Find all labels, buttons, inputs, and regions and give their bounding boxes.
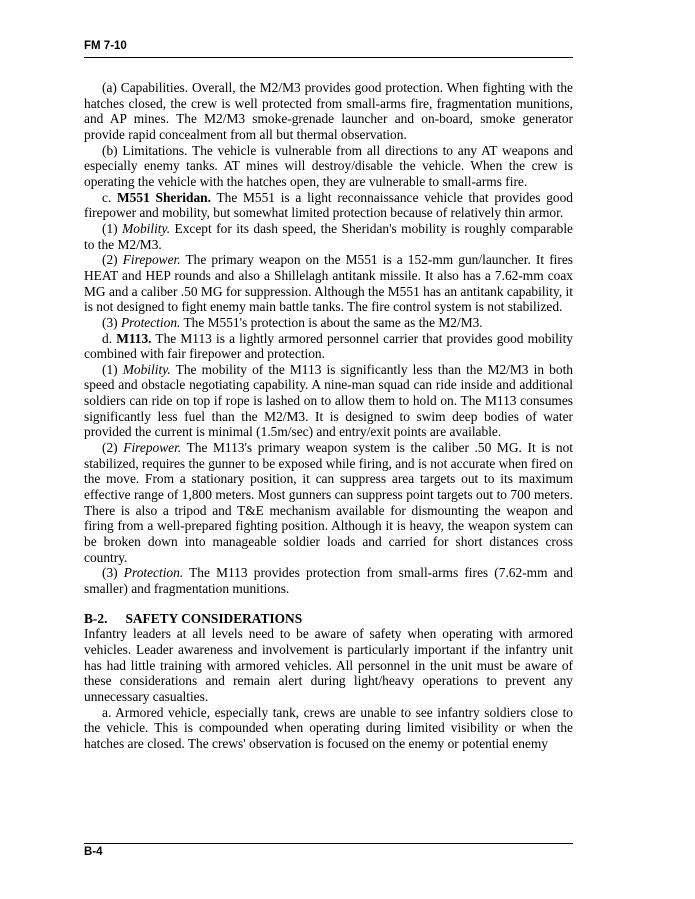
paragraph-m113-intro (84, 331, 573, 362)
paragraph-term: Protection. (120, 314, 181, 330)
section-title: SAFETY CONSIDERATIONS (125, 610, 303, 626)
paragraph-text: The M551's protection is about the same as the M2/M3. (180, 314, 483, 330)
paragraph-num: (2) (102, 252, 118, 268)
paragraph-safety-intro: Infantry leaders at all levels need to be aware of safety when operating with armored vehicles. Leader awareness and involvement is particularly important if the infantry unit has had little training with armored vehicles. All personnel in the unit must be aware of these considerations and remain alert during light/heavy operations to prevent any unnecessary casualties. (84, 626, 573, 704)
paragraph-lead: (a) Capabilities. (102, 80, 189, 95)
subsection-title: M113. (116, 330, 152, 346)
paragraph-text: The primary weapon on the M551 is a 152-mm gun/launcher. It fires HEAT and HEP rounds and also a Shillelagh antitank missile. It also has a 7.62-mm coax MG and a caliber .50 MG for suppression. Although the M551 has an antitank capability, it is not designed to fight enemy main battle tanks. The fire control system is not stabilized. (84, 252, 573, 315)
paragraph-marker: a. (102, 704, 112, 720)
paragraph-lead: (b) Limitations. (102, 142, 188, 158)
paragraph-text: The M551 is a light reconnaissance vehicle that provides good firepower and mobility, but somewhat limited protection because of relatively thin armor. (84, 189, 573, 221)
paragraph-term: Protection. (123, 565, 184, 581)
paragraph-num: (1) (102, 220, 118, 236)
paragraph-text: The M113's primary weapon system is the caliber .50 MG. It is not stabilized, requires the gunner to be exposed while firing, and is not accurate when fired on the move. From a stationary position, it can suppress area targets out to its maximum effective range of 1,800 meters. Most gunners can suppress point targets out to 700 meters. There is also a tripod and T&E mechanism available for dismounting the weapon and firing from a well-prepared fighting position. Although it is heavy, the weapon system can be broken down into manageable soldier loads and carried for short distances cross country. (84, 440, 573, 565)
running-header: FM 7-10 (84, 40, 127, 52)
paragraph-term: Firepower. (123, 440, 182, 456)
header-rule (84, 57, 573, 58)
section-heading (84, 597, 573, 627)
section-number: B-2. (84, 610, 108, 626)
paragraph-safety-a (84, 705, 573, 752)
paragraph-m113-firepower (84, 440, 573, 565)
paragraph-text: The vehicle is vulnerable from all directions to any AT weapons and especially enemy tanks. AT mines will destroy/disable the vehicle. When the crew is operating the vehicle with the hatches open, they are vulnerable to small-arms fire. (84, 142, 573, 189)
paragraph-num: (1) (102, 361, 118, 377)
paragraph-num: (3) (102, 314, 118, 330)
paragraph-m551-firepower (84, 252, 573, 315)
page-number: B-4 (84, 846, 103, 858)
paragraph-num: (2) (102, 440, 118, 456)
paragraph-text: Except for its dash speed, the Sheridan's mobility is roughly comparable to the M2/M3. (84, 220, 573, 252)
paragraph-text: Overall, the M2/M3 provides good protection. When fighting with the hatches closed, the crew is well protected from small-arms fire, fragmentation munitions, and AP mines. The M2/M3 smoke-grenade launcher and on-board, smoke generator provide rapid concealment from all but thermal observation. (84, 80, 573, 142)
subsection-title: M551 Sheridan. (117, 189, 211, 205)
paragraph-marker: c. (102, 189, 112, 205)
paragraph-m113-protection (84, 565, 573, 596)
paragraph-capabilities (84, 80, 573, 143)
paragraph-text: The mobility of the M113 is significantly less than the M2/M3 in both speed and obstacle negotiating capability. A nine-man squad can ride inside and additional soldiers can ride on top if rope is lashed on to allow them to hold on. The M113 consumes significantly less fuel than the M2/M3. It is designed to swim deep bodies of water provided the current is minimal (1.5m/sec) and entry/exit points are available. (84, 361, 573, 440)
paragraph-term: Mobility. (122, 361, 171, 377)
paragraph-term: Firepower. (122, 252, 181, 268)
paragraph-text: Armored vehicle, especially tank, crews are unable to see infantry soldiers close to the vehicle. This is compounded when operating during limited visibility or when the hatches are closed. The crews' observation is focused on the enemy or potential enemy (84, 704, 573, 751)
paragraph-m551-mobility (84, 221, 573, 252)
paragraph-text: The M113 is a lightly armored personnel carrier that provides good mobility combined with fair firepower and protection. (84, 330, 573, 362)
paragraph-m113-mobility (84, 362, 573, 440)
body-text (84, 80, 573, 752)
footer-rule (84, 843, 573, 844)
paragraph-num: (3) (102, 565, 118, 581)
paragraph-marker: d. (102, 330, 113, 346)
paragraph-text: The M113 provides protection from small-arms fires (7.62-mm and smaller) and fragmentation munitions. (84, 565, 573, 596)
paragraph-m551-intro (84, 190, 573, 221)
paragraph-m551-protection (84, 315, 573, 331)
paragraph-limitations (84, 143, 573, 190)
paragraph-term: Mobility. (122, 220, 171, 236)
